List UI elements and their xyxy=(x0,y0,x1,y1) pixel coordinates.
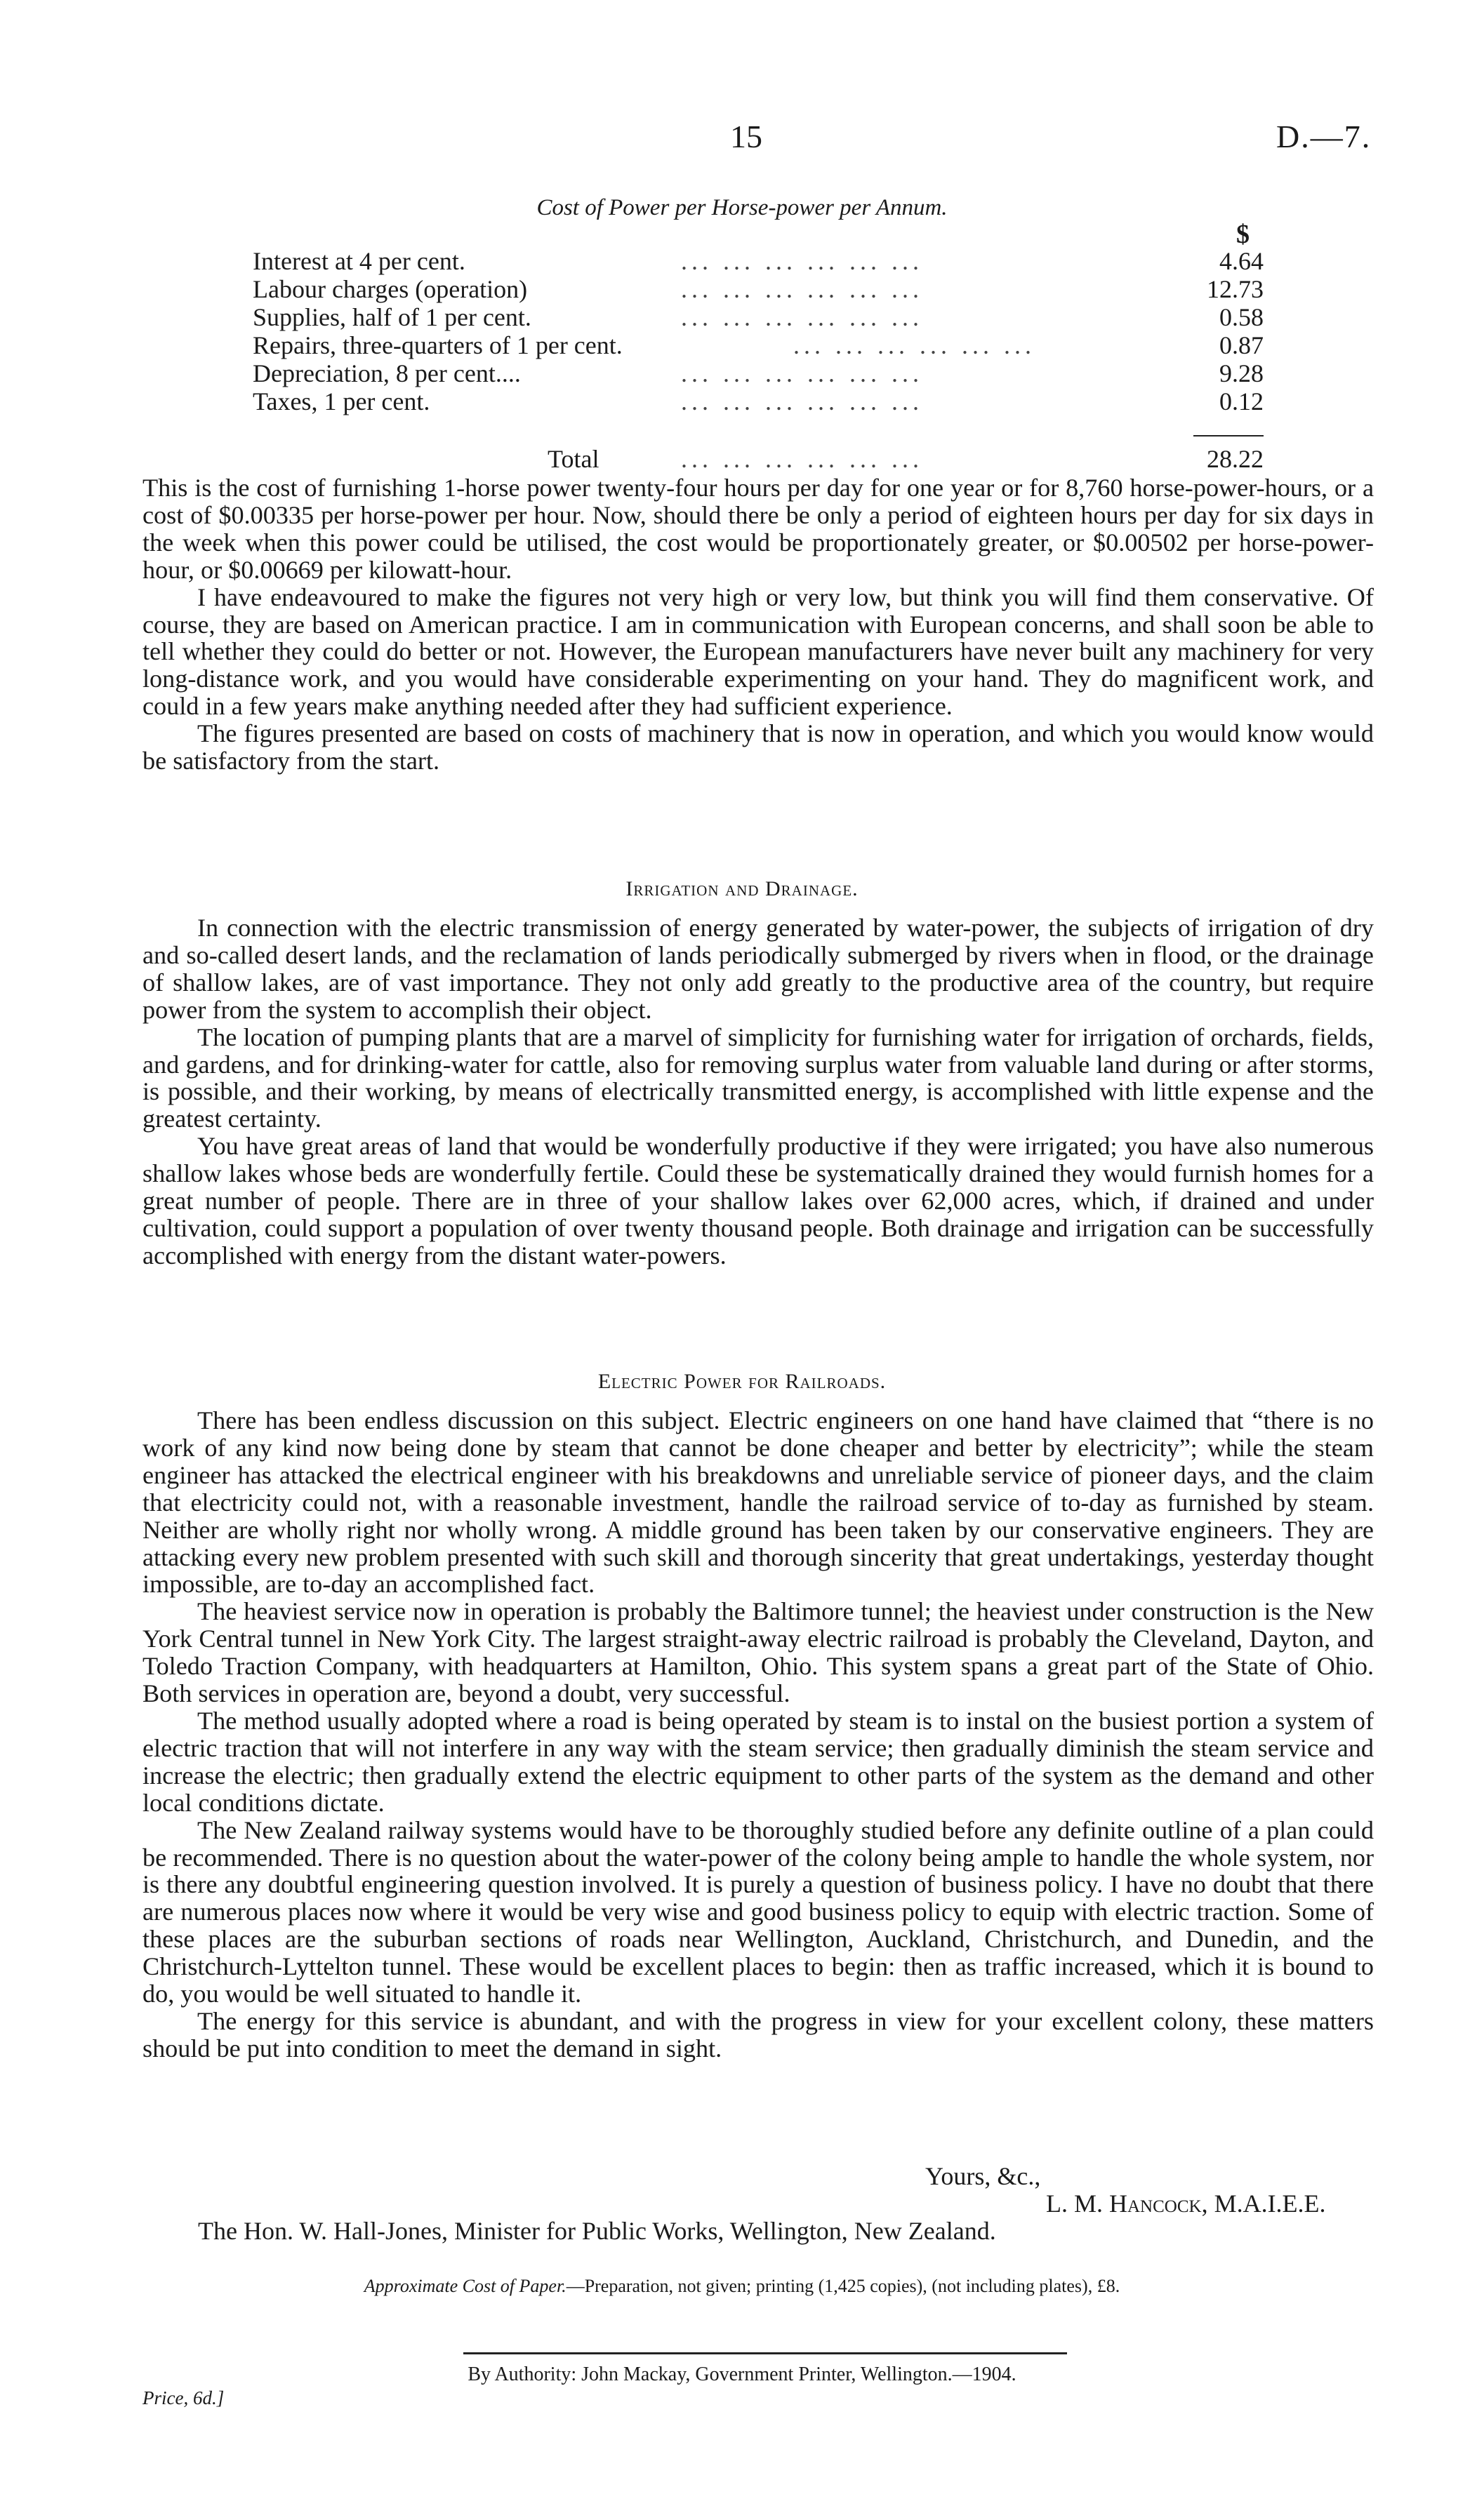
cost-discussion xyxy=(143,474,1374,775)
cost-row xyxy=(253,275,1264,303)
document-reference: D.—7. xyxy=(1276,119,1372,154)
currency-symbol: $ xyxy=(1236,220,1250,249)
total-label: Total xyxy=(548,445,599,473)
signature: L. M. Hancock, M.A.I.E.E. xyxy=(1046,2189,1326,2218)
cost-row xyxy=(253,303,1264,331)
cost-of-paper-label: Approximate Cost of Paper. xyxy=(364,2276,567,2296)
cost-row-value: 12.73 xyxy=(1207,275,1264,303)
paragraph: The heaviest service now in operation is probably the Baltimore tunnel; the heaviest under construction is the New York Central tunnel in New York City. The largest straight-away electric railroad is probably the Cleveland, Dayton, and Toledo Traction Company, with headquarters at Hamilton, Ohio. This system spans a great part of the State of Ohio. Both services in operation are, beyond a doubt, very successful. xyxy=(143,1597,1374,1708)
addressee: The Hon. W. Hall-Jones, Minister for Public Works, Wellington, New Zealand. xyxy=(198,2217,996,2245)
leader-dots: ... ... ... ... ... ... xyxy=(681,387,923,415)
leader-dots: ... ... ... ... ... ... xyxy=(681,275,923,303)
leader-dots: ... ... ... ... ... ... xyxy=(681,445,923,473)
paragraph: In connection with the electric transmission of energy generated by water-power, the subjects of irrigation of dry and so-called desert lands, and the reclamation of lands periodically submerged by rivers when in flood, or the drainage of shallow lakes, are of vast importance. They not only add greatly to the productive area of the country, but require power from the system to accomplish their object. xyxy=(143,914,1374,1024)
cost-row xyxy=(253,359,1264,387)
paragraph: The energy for this service is abundant, and with the progress in view for your excellent colony, these matters should be put into condition to meet the demand in sight. xyxy=(143,2006,1374,2062)
cost-row-value: 4.64 xyxy=(1219,247,1264,275)
printer-imprint: By Authority: John Mackay, Government Printer, Wellington.—1904. xyxy=(468,2364,1016,2385)
paragraph: The method usually adopted where a road is being operated by steam is to instal on the busiest portion a system of electric traction that will not interfere in any way with the steam service; then gradually diminish the steam service and increase the electric; then gradually extend the electric equipment to other parts of the system as the demand and other local conditions dictate. xyxy=(143,1706,1374,1817)
cost-of-paper-detail: —Preparation, not given; printing (1,425 copies), (not including plates), £8. xyxy=(566,2276,1120,2296)
leader-dots: ... ... ... ... ... ... xyxy=(681,247,923,275)
cost-row-label: Taxes, 1 per cent. xyxy=(253,387,430,415)
leader-dots: ... ... ... ... ... ... xyxy=(793,331,1035,359)
page-number: 15 xyxy=(730,119,762,154)
paragraph: There has been endless discussion on this subject. Electric engineers on one hand have claimed that “there is no work of any kind now being done by steam that cannot be done cheaper and better by electricity”; while the steam engineer has attacked the electrical engineer with his breakdowns and unreliable service of pioneer days, and the claim that electricity could not, with a reasonable investment, handle the railroad service of to-day as furnished by steam. Neither are wholly right nor wholly wrong. A middle ground has been taken by our conservative engineers. They are attacking every new problem presented with such skill and thorough sincerity that great undertakings, yesterday thought impossible, are to-day an accomplished fact. xyxy=(143,1406,1374,1599)
paragraph: The New Zealand railway systems would have to be thoroughly studied before any definite outline of a plan could be recommended. There is no question about the water-power of the colony being ample to handle the whole system, nor is there any doubtful engineering question involved. It is purely a question of business policy. I have no doubt that there are numerous places now where it would be very wise and good business policy to equip with electric traction. Some of these places are the suburban sections of roads near Wellington, Auckland, Christchurch, and Dunedin, and the Christchurch-Lyttelton tunnel. These would be excellent places to begin: then as traffic increased, which it is bound to do, you would be well situated to handle it. xyxy=(143,1815,1374,2008)
leader-dots: ... ... ... ... ... ... xyxy=(681,303,923,331)
cost-row xyxy=(253,331,1264,359)
cost-row-value: 0.87 xyxy=(1219,331,1264,359)
cost-row-label: Supplies, half of 1 per cent. xyxy=(253,303,531,331)
paragraph: You have great areas of land that would be wonderfully productive if they were irrigated; you have also numerous shallow lakes whose beds are wonderfully fertile. Could these be systematically drained they would furnish homes for a great number of people. There are in three of your shallow lakes over 62,000 acres, which, if drained and under cultivation, could support a population of over twenty thousand people. Both drainage and irrigation can be successfully accomplished with energy from the distant water-powers. xyxy=(143,1132,1374,1269)
cost-row-value: 0.58 xyxy=(1219,303,1264,331)
cost-row-label: Repairs, three-quarters of 1 per cent. xyxy=(253,331,623,359)
cost-row xyxy=(253,247,1264,275)
cost-row-value: 0.12 xyxy=(1219,387,1264,415)
cost-row-label: Labour charges (operation) xyxy=(253,275,528,303)
cost-row-label: Depreciation, 8 per cent.... xyxy=(253,359,521,387)
total-value: 28.22 xyxy=(1207,445,1264,473)
irrigation-section xyxy=(143,914,1374,1269)
closing: Yours, &c., xyxy=(925,2162,1041,2190)
paragraph: This is the cost of furnishing 1-horse power twenty-four hours per day for one year or for 8,760 horse-power-hours, or a cost of $0.00335 per horse-power per hour. Now, should there be only a period of eighteen hours per day for six days in the week when this power could be utilised, the cost would be proportionately greater, or $0.00502 per horse-power-hour, or $0.00669 per kilowatt-hour. xyxy=(143,474,1374,584)
leader-dots: ... ... ... ... ... ... xyxy=(681,359,923,387)
railroads-section xyxy=(143,1407,1374,2062)
total-row xyxy=(253,445,1264,473)
paragraph: The figures presented are based on costs of machinery that is now in operation, and which you would know would be satisfactory from the start. xyxy=(143,719,1374,775)
section-heading-railroads: Electric Power for Railroads. xyxy=(597,1370,887,1393)
cost-of-paper-note xyxy=(0,2276,1484,2297)
footer-rule xyxy=(463,2352,1067,2354)
price: Price, 6d.] xyxy=(143,2387,225,2408)
cost-row-value: 9.28 xyxy=(1219,359,1264,387)
cost-row-label: Interest at 4 per cent. xyxy=(253,247,465,275)
paragraph: The location of pumping plants that are a marvel of simplicity for furnishing water for irrigation of orchards, fields, and gardens, and for drinking-water for cattle, also for removing surplus water from valuable land during or after storms, is possible, and their working, by means of electrically transmitted energy, is accomplished with little expense and the greatest certainty. xyxy=(143,1022,1374,1133)
cost-table-title: Cost of Power per Horse-power per Annum. xyxy=(536,195,948,220)
paragraph: I have endeavoured to make the figures not very high or very low, but think you will find them conservative. Of course, they are based on American practice. I am in communication with European concerns, and shall soon be able to tell whether they could do better or not. However, the European manufacturers have never built any machinery for very long-distance work, and you would have considerable experimenting on your hand. They do magnificent work, and could in a few years make anything needed after they had sufficient experience. xyxy=(143,582,1374,721)
total-rule xyxy=(1193,435,1264,436)
section-heading-irrigation: Irrigation and Drainage. xyxy=(625,877,859,900)
cost-row xyxy=(253,387,1264,415)
